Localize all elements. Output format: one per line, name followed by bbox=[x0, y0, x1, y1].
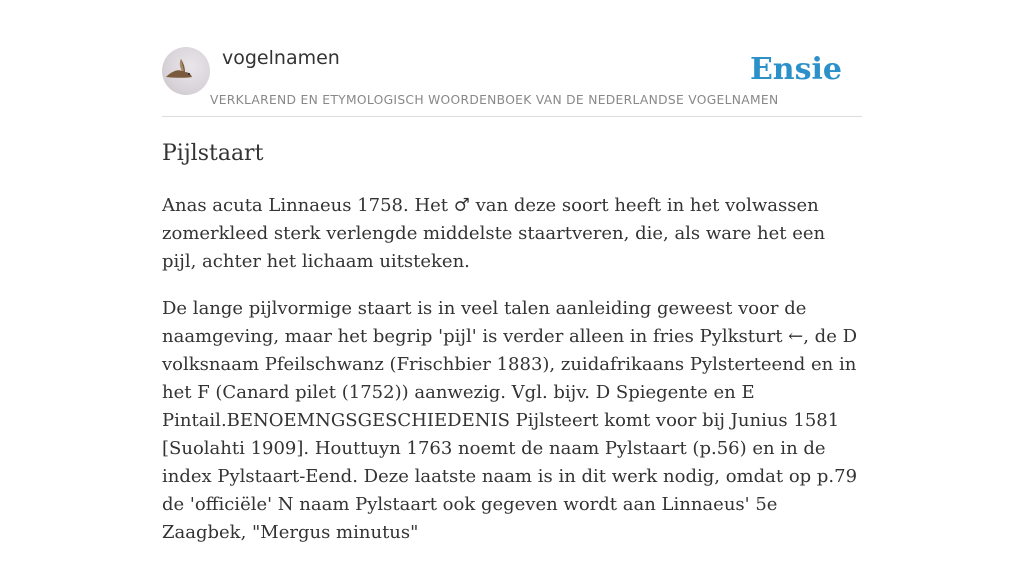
site-header bbox=[162, 44, 862, 117]
article-paragraph: Anas acuta Linnaeus 1758. Het ♂ van deze soort heeft in het volwassen zomerkleed sterk verlengde middelste staartveren, die, als ware het een pijl, achter het lichaam uitsteken. bbox=[162, 195, 826, 272]
page-title: Pijlstaart bbox=[162, 141, 264, 166]
bird-icon bbox=[162, 47, 210, 95]
avatar[interactable] bbox=[162, 47, 210, 95]
article-paragraph: De lange pijlvormige staart is in veel talen aanleiding geweest voor de naamgeving, maar het begrip 'pijl' is verder alleen in fries Pylksturt ←, de D volksnaam Pfeilschwanz (Frischbier 1883), zuidafrikaans Pylsterteend en in het F (Canard pilet (1752)) aanwezig. Vgl. bijv. D Spiegente en E Pintail.BENOEMNGSGESCHIEDENIS Pijlsteert komt voor bij Junius 1581 [Suolahti 1909]. Houttuyn 1763 noemt de naam Pylstaart (p.56) en in de index Pylstaart-Eend. Deze laatste naam is in dit werk nodig, omdat op p.79 de 'officiële' N naam Pylstaart ook gegeven wordt aan Linnaeus' 5e Zaagbek, "Mergus minutus" bbox=[162, 298, 858, 543]
brand-logo[interactable]: Ensie bbox=[749, 52, 842, 87]
site-subtitle: VERKLAREND EN ETYMOLOGISCH WOORDENBOEK VAN DE NEDERLANDSE VOGELNAMEN bbox=[210, 93, 779, 107]
site-name[interactable]: vogelnamen bbox=[222, 47, 340, 69]
article-body bbox=[162, 192, 864, 566]
